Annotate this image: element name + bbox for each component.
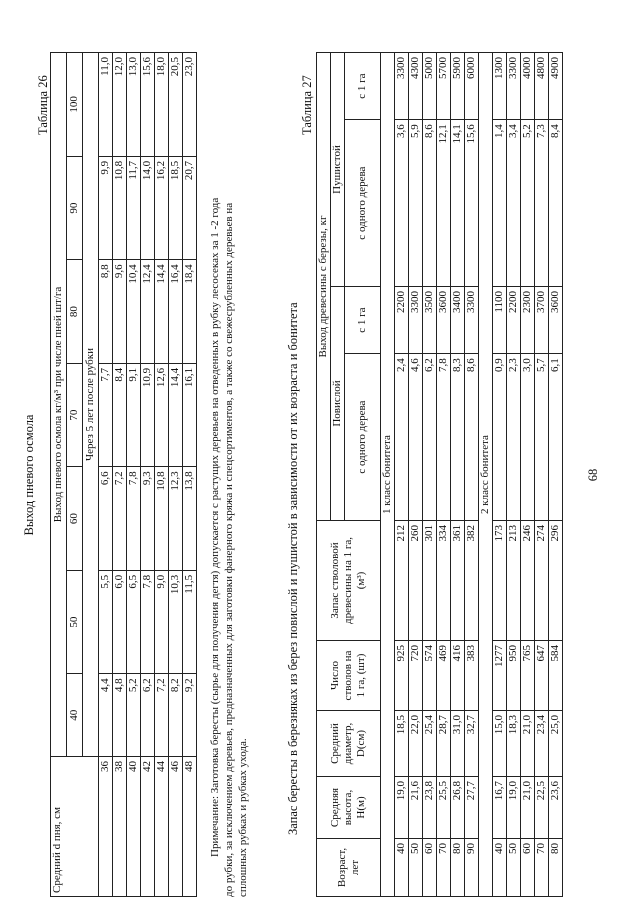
table27-cell: 6,2 <box>423 354 437 521</box>
table26-cell: 7,2 <box>113 467 127 571</box>
table27-cell: 720 <box>409 641 423 711</box>
table27-cell: 26,8 <box>451 777 465 839</box>
table26-count: 90 <box>67 156 83 260</box>
table26-cell: 11,7 <box>127 156 141 260</box>
header-line: Запас стволовой <box>329 542 341 619</box>
table27-cell: 22,5 <box>535 777 549 839</box>
table27-cell: 50 <box>507 839 521 897</box>
table27-cell: 5,7 <box>535 354 549 521</box>
table27-cell: 4300 <box>409 53 423 120</box>
table27-cell: 21,0 <box>521 711 535 777</box>
table26-cell: 18,0 <box>155 53 169 157</box>
table27-cell: 4900 <box>549 53 563 120</box>
table26-label: Таблица 26 <box>36 75 50 135</box>
table26-cell: 38 <box>113 757 127 897</box>
table26-cell: 16,4 <box>169 260 183 364</box>
table26-subheader: Через 5 лет после рубки <box>83 53 99 757</box>
table27-cell: 80 <box>451 839 465 897</box>
table26-cell: 7,7 <box>99 363 113 467</box>
table26-cell: 20,7 <box>183 156 197 260</box>
table26-cell: 6,2 <box>141 674 155 757</box>
table27-cell: 31,0 <box>451 711 465 777</box>
table27-cell: 0,9 <box>493 354 507 521</box>
note-line: до рубки, за исключением деревьев, предназначенных для заготовки фанерного кряжа и спецсортиментов, а также со свежесрубленных деревьев на <box>223 202 235 897</box>
table27-cell: 5,2 <box>521 120 535 287</box>
table27-cell: 260 <box>409 521 423 641</box>
table26-count: 40 <box>67 674 83 757</box>
table27-cell: 2,3 <box>507 354 521 521</box>
table27-cell: 3300 <box>465 287 479 354</box>
table26-cell: 12,3 <box>169 467 183 571</box>
header-line: D(см) <box>355 729 367 758</box>
table26-cell: 10,9 <box>141 363 155 467</box>
table27-header-diameter <box>317 711 381 777</box>
table26-cell: 10,8 <box>113 156 127 260</box>
table27-cell: 23,6 <box>549 777 563 839</box>
table27-cell: 80 <box>549 839 563 897</box>
header-line: диаметр, <box>342 722 354 765</box>
table27-cell: 70 <box>437 839 451 897</box>
table26-cell: 18,5 <box>169 156 183 260</box>
table27-header-pubescens: Пушистой <box>331 53 345 287</box>
table26-cell: 15,6 <box>141 53 155 157</box>
table27-cell: 14,1 <box>451 120 465 287</box>
table27-header-per-tree: с одного дерева <box>345 120 381 287</box>
table26-cell: 42 <box>141 757 155 897</box>
table27-cell: 6,1 <box>549 354 563 521</box>
table27-cell: 5900 <box>451 53 465 120</box>
table27-cell: 50 <box>409 839 423 897</box>
table27-cell: 2200 <box>395 287 409 354</box>
table27-cell: 173 <box>493 521 507 641</box>
table26-cell: 46 <box>169 757 183 897</box>
table27-cell: 950 <box>507 641 521 711</box>
table27-header-per-tree: с одного дерева <box>345 354 381 521</box>
rotated-content <box>0 45 640 905</box>
table27-cell: 21,0 <box>521 777 535 839</box>
table26-cell: 48 <box>183 757 197 897</box>
table27-cell: 2,4 <box>395 354 409 521</box>
table26-cell: 36 <box>99 757 113 897</box>
table26 <box>50 52 197 897</box>
table26-cell: 40 <box>127 757 141 897</box>
table27-cell: 18,5 <box>395 711 409 777</box>
table27-cell: 25,4 <box>423 711 437 777</box>
table26-cell: 4,4 <box>99 674 113 757</box>
table27-cell: 5700 <box>437 53 451 120</box>
table27-cell: 15,0 <box>493 711 507 777</box>
table27-cell: 3400 <box>451 287 465 354</box>
table26-cell: 13,0 <box>127 53 141 157</box>
header-line: древесины на 1 га, <box>342 537 354 624</box>
table26-cell: 5,2 <box>127 674 141 757</box>
table27-cell: 301 <box>423 521 437 641</box>
table27-cell: 19,0 <box>507 777 521 839</box>
table27-cell: 584 <box>549 641 563 711</box>
table27-cell: 1300 <box>493 53 507 120</box>
table26-cell: 8,4 <box>113 363 127 467</box>
table27-cell: 1277 <box>493 641 507 711</box>
page-number: 68 <box>586 468 600 482</box>
table27-cell: 274 <box>535 521 549 641</box>
table27-cell: 2300 <box>521 287 535 354</box>
table26-cell: 8,8 <box>99 260 113 364</box>
table27-cell: 18,3 <box>507 711 521 777</box>
table27-cell: 361 <box>451 521 465 641</box>
table27-header-age <box>317 839 381 897</box>
table26-cell: 6,0 <box>113 570 127 674</box>
header-line: лет <box>348 859 361 876</box>
table27-cell: 382 <box>465 521 479 641</box>
table27-cell: 21,6 <box>409 777 423 839</box>
header-line: Средняя <box>329 787 341 828</box>
table27-cell: 19,0 <box>395 777 409 839</box>
table26-cell: 7,8 <box>127 467 141 571</box>
table26-cell: 10,4 <box>127 260 141 364</box>
table26-cell: 10,3 <box>169 570 183 674</box>
table27-cell: 416 <box>451 641 465 711</box>
table26-header-yield: Выход пневого осмола кг/м³ при числе пней шт/га <box>51 53 67 757</box>
table27-cell: 25,5 <box>437 777 451 839</box>
table27-cell: 16,7 <box>493 777 507 839</box>
table27-header-per-ha: с 1 га <box>345 53 381 120</box>
table27-cell: 3300 <box>395 53 409 120</box>
table27-cell: 28,7 <box>437 711 451 777</box>
header-line: Возраст, <box>335 847 348 888</box>
header-line: 1 га, (шт) <box>355 653 367 698</box>
table27-cell: 40 <box>395 839 409 897</box>
table26-cell: 14,4 <box>169 363 183 467</box>
table27-cell: 22,0 <box>409 711 423 777</box>
table27-cell: 7,8 <box>437 354 451 521</box>
table27-cell: 23,4 <box>535 711 549 777</box>
table27-cell: 574 <box>423 641 437 711</box>
table27-cell: 32,7 <box>465 711 479 777</box>
table27-section-label: 1 класс бонитета <box>381 53 395 897</box>
table26-count: 70 <box>67 363 83 467</box>
table27-header-bark-yield: Выход древесины с березы, кг <box>317 53 331 521</box>
table27-cell: 60 <box>423 839 437 897</box>
table26-cell: 7,8 <box>141 570 155 674</box>
table27 <box>316 52 563 897</box>
header-line: стволов на <box>342 650 354 701</box>
table26-cell: 9,9 <box>99 156 113 260</box>
table26-cell: 11,5 <box>183 570 197 674</box>
table26-count: 50 <box>67 570 83 674</box>
table26-cell: 23,0 <box>183 53 197 157</box>
table27-cell: 8,3 <box>451 354 465 521</box>
table27-cell: 27,7 <box>465 777 479 839</box>
table27-section-label: 2 класс бонитета <box>479 53 493 897</box>
table27-cell: 3,6 <box>395 120 409 287</box>
table27-cell: 4,6 <box>409 354 423 521</box>
table27-cell: 8,6 <box>465 354 479 521</box>
table26-cell: 11,0 <box>99 53 113 157</box>
table26-cell: 4,8 <box>113 674 127 757</box>
table26-cell: 14,0 <box>141 156 155 260</box>
table27-cell: 12,1 <box>437 120 451 287</box>
table26-cell: 16,1 <box>183 363 197 467</box>
table26-cell: 7,2 <box>155 674 169 757</box>
table27-cell: 5000 <box>423 53 437 120</box>
table27-cell: 765 <box>521 641 535 711</box>
table27-header-height <box>317 777 381 839</box>
table27-cell: 213 <box>507 521 521 641</box>
table26-cell: 12,6 <box>155 363 169 467</box>
table26-cell: 6,5 <box>127 570 141 674</box>
table27-cell: 8,6 <box>423 120 437 287</box>
table26-count: 80 <box>67 260 83 364</box>
table27-cell: 246 <box>521 521 535 641</box>
table27-cell: 8,4 <box>549 120 563 287</box>
table26-cell: 9,3 <box>141 467 155 571</box>
table27-cell: 15,6 <box>465 120 479 287</box>
table27-cell: 3,0 <box>521 354 535 521</box>
table26-cell: 9,0 <box>155 570 169 674</box>
table27-cell: 383 <box>465 641 479 711</box>
header-line: высота, <box>342 789 354 826</box>
table27-header-pendula: Повислой <box>331 287 345 521</box>
table26-cell: 8,2 <box>169 674 183 757</box>
table27-cell: 40 <box>493 839 507 897</box>
table26-cell: 12,0 <box>113 53 127 157</box>
table27-cell: 5,9 <box>409 120 423 287</box>
table27-cell: 1100 <box>493 287 507 354</box>
table26-cell: 9,6 <box>113 260 127 364</box>
table26-count: 60 <box>67 467 83 571</box>
table27-title: Запас бересты в березняках из берез повислой и пушистой в зависимости от их возраста и бонитета <box>286 302 300 835</box>
table26-cell: 5,5 <box>99 570 113 674</box>
table27-cell: 469 <box>437 641 451 711</box>
table26-count: 100 <box>67 53 83 157</box>
table27-cell: 23,8 <box>423 777 437 839</box>
note-line: сплошных рубках и рубках ухода. <box>237 738 249 897</box>
table26-cell: 13,8 <box>183 467 197 571</box>
table27-header-stems <box>317 641 381 711</box>
table27-cell: 2200 <box>507 287 521 354</box>
table26-cell: 18,4 <box>183 260 197 364</box>
table26-cell: 14,4 <box>155 260 169 364</box>
table27-cell: 3300 <box>409 287 423 354</box>
table26-cell: 20,5 <box>169 53 183 157</box>
table26-header-diameter: Средний d пня, см <box>51 757 99 897</box>
table26-cell: 10,8 <box>155 467 169 571</box>
table27-cell: 6000 <box>465 53 479 120</box>
table27-label: Таблица 27 <box>300 75 314 135</box>
table26-cell: 16,2 <box>155 156 169 260</box>
table26-cell: 44 <box>155 757 169 897</box>
table27-cell: 70 <box>535 839 549 897</box>
table26-cell: 6,6 <box>99 467 113 571</box>
table27-cell: 4800 <box>535 53 549 120</box>
note-line: Примечание: Заготовка бересты (сырье для получения дегтя) допускается с растущих деревьев на отведенных в рубку лесосеках за 1 -2 года <box>209 197 221 857</box>
table27-cell: 60 <box>521 839 535 897</box>
table26-cell: 12,4 <box>141 260 155 364</box>
table27-cell: 296 <box>549 521 563 641</box>
table27-cell: 25,0 <box>549 711 563 777</box>
table27-cell: 3600 <box>437 287 451 354</box>
table27-cell: 7,3 <box>535 120 549 287</box>
table27-cell: 90 <box>465 839 479 897</box>
table27-cell: 212 <box>395 521 409 641</box>
table27-cell: 3600 <box>549 287 563 354</box>
table27-cell: 3500 <box>423 287 437 354</box>
header-line: (м³) <box>355 571 367 590</box>
table26-note <box>208 52 250 897</box>
table27-cell: 334 <box>437 521 451 641</box>
table26-cell: 9,1 <box>127 363 141 467</box>
table27-cell: 3700 <box>535 287 549 354</box>
table26-cell: 9,2 <box>183 674 197 757</box>
table27-cell: 1,4 <box>493 120 507 287</box>
table27-cell: 4000 <box>521 53 535 120</box>
header-line: Число <box>329 661 341 690</box>
table27-cell: 3300 <box>507 53 521 120</box>
table27-cell: 3,4 <box>507 120 521 287</box>
table27-header-per-ha: с 1 га <box>345 287 381 354</box>
header-line: Средний <box>329 723 341 764</box>
table26-title: Выход пневого осмола <box>22 414 36 536</box>
header-line: Н(м) <box>355 796 367 819</box>
table27-cell: 925 <box>395 641 409 711</box>
table27-cell: 647 <box>535 641 549 711</box>
table27-header-stock <box>317 521 381 641</box>
